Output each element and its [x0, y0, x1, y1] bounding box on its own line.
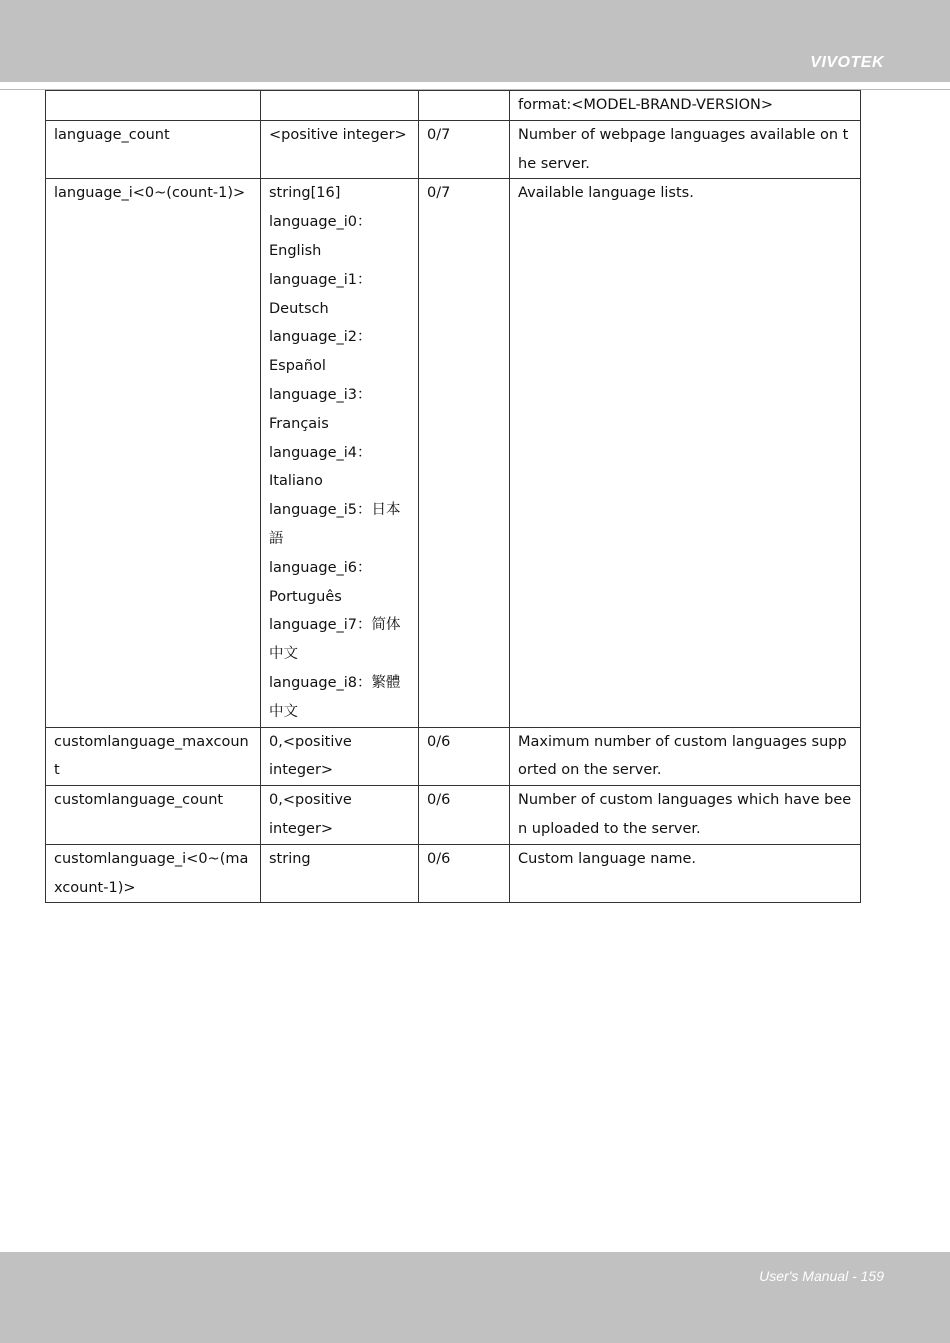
value-line: language_i2： [269, 329, 372, 346]
value-line: integer> [269, 820, 334, 837]
value-line: string [269, 850, 311, 867]
value-line [269, 91, 412, 120]
value-line: <positive integer> [269, 126, 407, 143]
param-value-cell [261, 786, 419, 845]
page-number: User's Manual - 159 [759, 1268, 884, 1284]
param-name-cell: language_i<0~(count-1)> [46, 179, 261, 727]
param-value-cell [261, 120, 419, 179]
parameter-table-body [46, 91, 861, 903]
value-line: English [269, 242, 322, 259]
value-line: 0,<positive [269, 733, 352, 750]
footer-band [0, 1252, 950, 1343]
param-description-cell: format:<MODEL-BRAND-VERSION> [510, 91, 861, 121]
value-line: Italiano [269, 473, 323, 490]
param-name-cell: customlanguage_count [46, 786, 261, 845]
param-description-cell: Maximum number of custom languages supported on the server. [510, 727, 861, 786]
value-line: Español [269, 358, 326, 375]
value-line: Français [269, 415, 329, 432]
param-value-cell [261, 844, 419, 903]
param-name-cell: customlanguage_i<0~(maxcount-1)> [46, 844, 261, 903]
param-value-cell [261, 727, 419, 786]
param-description-cell: Number of custom languages which have been uploaded to the server. [510, 786, 861, 845]
value-line: Deutsch [269, 300, 329, 317]
value-line: string[16] [269, 185, 341, 202]
value-line: language_i0： [269, 214, 372, 231]
table-row [46, 91, 861, 121]
param-value-cell [261, 91, 419, 121]
value-line: 0,<positive [269, 792, 352, 809]
value-line: language_i7：简体 [269, 617, 401, 634]
param-security-cell: 0/6 [419, 844, 510, 903]
param-name-cell: customlanguage_maxcount [46, 727, 261, 786]
param-name-cell [46, 91, 261, 121]
param-security-cell [419, 91, 510, 121]
brand-logo: VIVOTEK [810, 54, 884, 71]
table-row [46, 727, 861, 786]
value-line: language_i1： [269, 271, 372, 288]
param-security-cell: 0/7 [419, 179, 510, 727]
param-description-cell: Number of webpage languages available on the server. [510, 120, 861, 179]
value-line: language_i8：繁體 [269, 674, 401, 691]
param-description-cell: Available language lists. [510, 179, 861, 727]
param-description-cell: Custom language name. [510, 844, 861, 903]
table-row [46, 786, 861, 845]
value-line: Português [269, 588, 342, 605]
table-row [46, 179, 861, 727]
param-value-cell [261, 179, 419, 727]
value-line: 中文 [269, 646, 298, 663]
param-security-cell: 0/6 [419, 727, 510, 786]
value-line: 中文 [269, 703, 298, 720]
value-line: language_i4： [269, 444, 372, 461]
value-line: integer> [269, 762, 334, 779]
value-line: language_i6： [269, 559, 372, 576]
value-line: language_i3： [269, 386, 372, 403]
table-row [46, 844, 861, 903]
table-row [46, 120, 861, 179]
param-security-cell: 0/6 [419, 786, 510, 845]
param-name-cell: language_count [46, 120, 261, 179]
header-band [0, 0, 950, 82]
param-security-cell: 0/7 [419, 120, 510, 179]
value-line: language_i5：日本 [269, 502, 401, 519]
value-line: 語 [269, 530, 284, 547]
parameter-table [45, 90, 861, 903]
